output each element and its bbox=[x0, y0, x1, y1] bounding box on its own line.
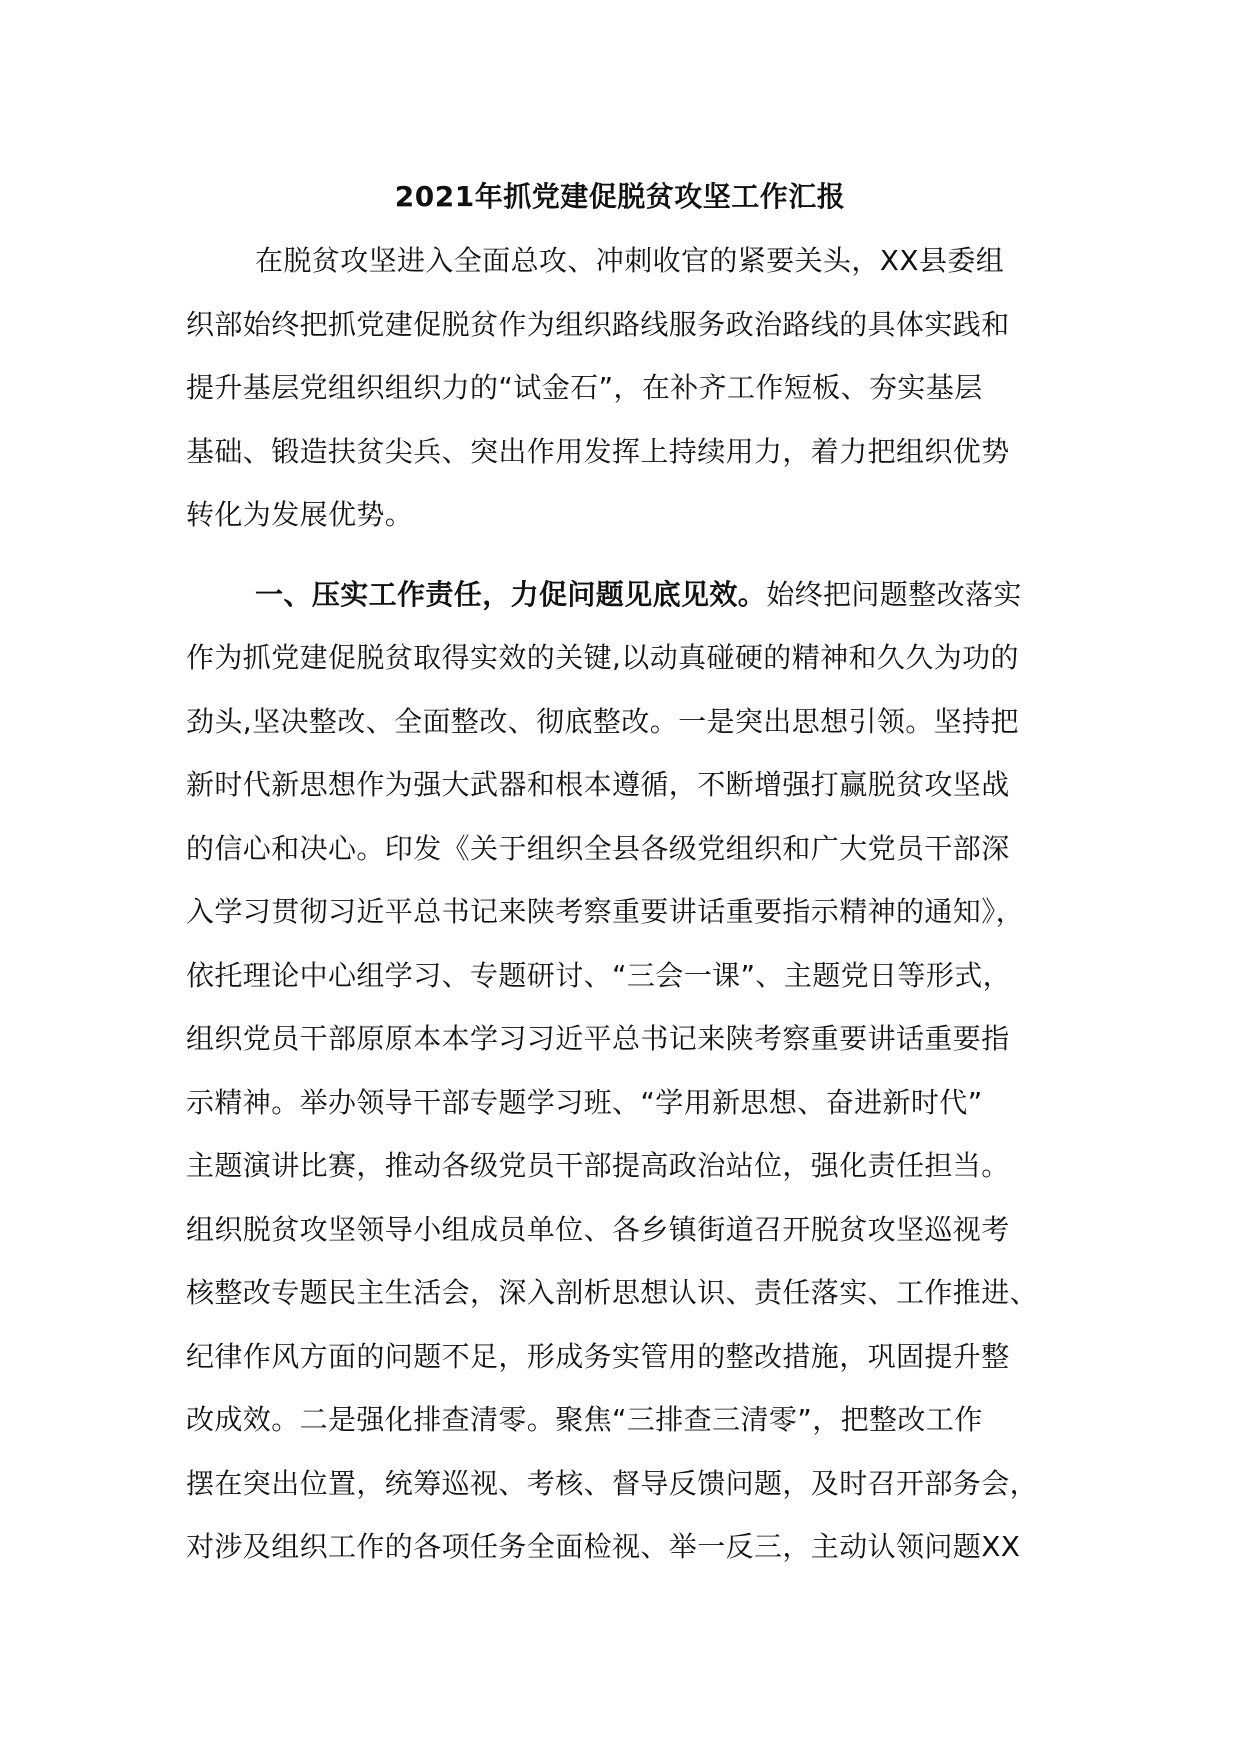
body-line: 示精神。举办领导干部专题学习班、“学用新思想、奋进新时代” bbox=[186, 1085, 983, 1119]
intro-line: 织部始终把抓党建促脱贫作为组织路线服务政治路线的具体实践和 bbox=[186, 307, 1010, 341]
body-line: 组织党员干部原原本本学习习近平总书记来陕考察重要讲话重要指 bbox=[186, 1022, 1010, 1055]
body-line: 对涉及组织工作的各项任务全面检视、举一反三，主动认领问题XX bbox=[186, 1530, 1021, 1563]
body-line: 核整改专题民主生活会，深入剖析思想认识、责任落实、工作推进、 bbox=[186, 1276, 1039, 1309]
body-line: 摆在突出位置，统筹巡视、考核、督导反馈问题，及时召开部务会， bbox=[186, 1466, 1039, 1500]
body-line: 纪律作风方面的问题不足，形成务实管用的整改措施，巩固提升整 bbox=[186, 1339, 1010, 1373]
body-line: 劲头,坚决整改、全面整改、彻底整改。一是突出思想引领。坚持把 bbox=[186, 704, 1019, 738]
body-line: 入学习贯彻习近平总书记来陕考察重要讲话重要指示精神的通知》， bbox=[186, 895, 1025, 928]
document-body bbox=[186, 229, 1066, 1579]
intro-line: 提升基层党组织组织力的“试金石”，在补齐工作短板、夯实基层 bbox=[186, 371, 983, 404]
intro-line: 转化为发展优势。 bbox=[186, 498, 414, 531]
body-line: 作为抓党建促脱贫取得实效的关键,以动真碰硬的精神和久久为功的 bbox=[186, 641, 1019, 674]
body-line: 的信心和决心。印发《关于组织全县各级党组织和广大党员干部深 bbox=[186, 831, 1010, 865]
section-heading: 一、压实工作责任，力促问题见底见效。 bbox=[255, 577, 767, 611]
section-heading-line bbox=[186, 563, 1066, 627]
body-line: 新时代新思想作为强大武器和根本遵循，不断增强打赢脱贫攻坚战 bbox=[186, 768, 1010, 801]
body-line: 组织脱贫攻坚领导小组成员单位、各乡镇街道召开脱贫攻坚巡视考 bbox=[186, 1212, 1010, 1246]
document-title: 2021年抓党建促脱贫攻坚工作汇报 bbox=[394, 180, 846, 213]
section-heading-tail: 始终把问题整改落实 bbox=[766, 577, 1022, 611]
body-line: 主题演讲比赛，推动各级党员干部提高政治站位，强化责任担当。 bbox=[186, 1149, 1010, 1182]
intro-line: 基础、锻造扶贫尖兵、突出作用发挥上持续用力，着力把组织优势 bbox=[186, 434, 1010, 468]
paragraph-gap bbox=[186, 547, 1066, 563]
intro-line: 在脱贫攻坚进入全面总攻、冲刺收官的紧要关头，XX县委组 bbox=[255, 244, 1005, 277]
body-line: 依托理论中心组学习、专题研讨、“三会一课”、主题党日等形式， bbox=[186, 958, 1012, 992]
body-line: 改成效。二是强化排查清零。聚焦“三排查三清零”，把整改工作 bbox=[186, 1403, 983, 1436]
